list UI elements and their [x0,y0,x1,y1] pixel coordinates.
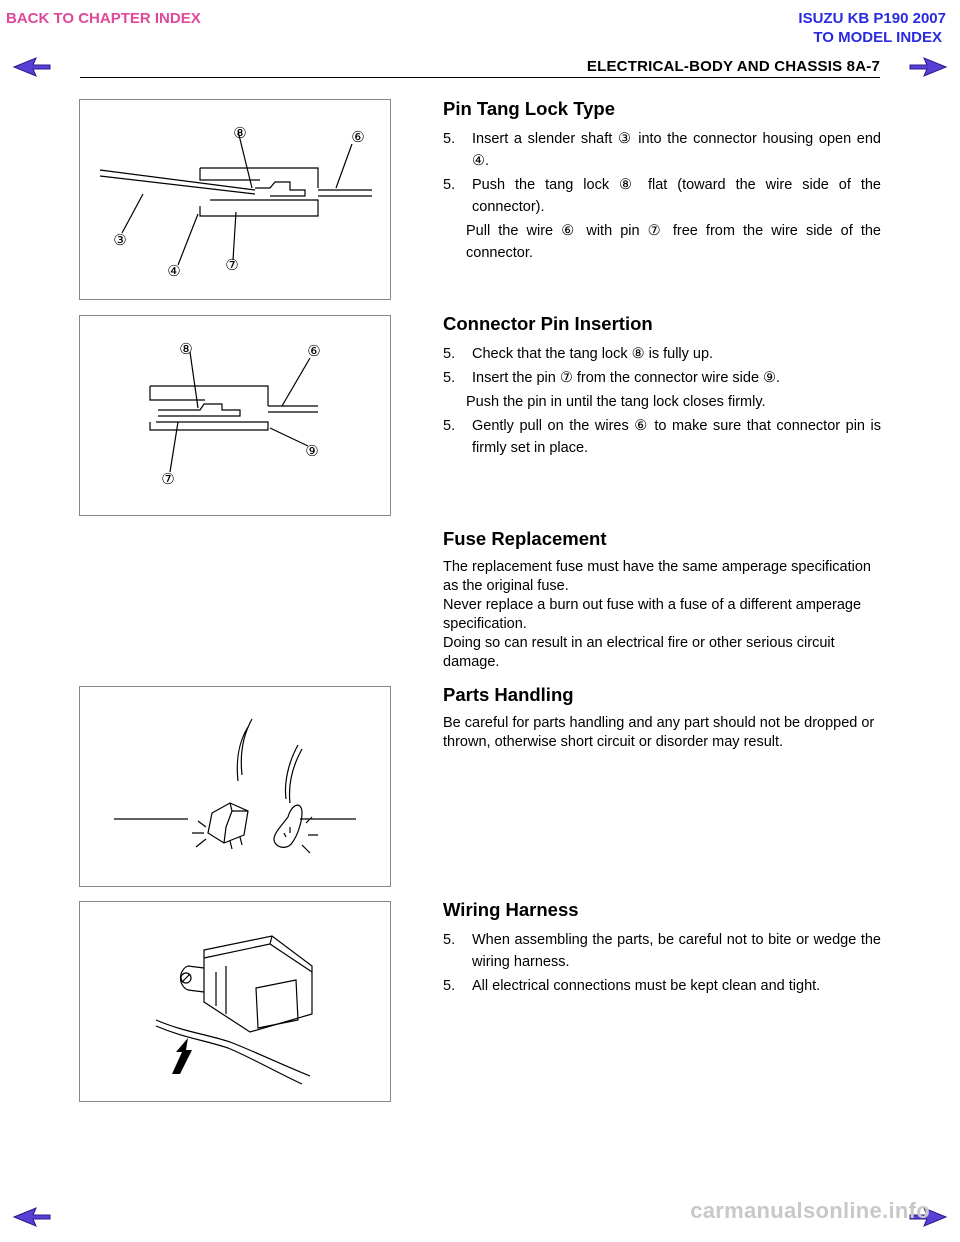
label-6: ⑥ [307,342,321,360]
step-item [443,367,881,389]
wiring-harness-diagram [80,902,390,1101]
step-number: 5. [443,370,456,386]
label-8: ⑧ [179,340,193,358]
section-title: Wiring Harness [443,899,579,920]
step-number: 5. [443,978,456,994]
step-text: Gently pull on the wires ⑥ to make sure that connector pin is firmly set in place. [472,418,881,456]
pin-tang-lock-diagram [80,100,390,299]
section-title: Fuse Replacement [443,528,607,549]
step-number: 5. [443,418,456,434]
step-text: Insert a slender shaft ③ into the connector housing open end ④. [472,131,881,169]
next-page-arrow-icon[interactable] [908,56,948,78]
back-to-chapter-index-link[interactable]: BACK TO CHAPTER INDEX [6,10,201,27]
prev-page-arrow-icon[interactable] [12,1206,52,1228]
step-note: Push the pin in until the tang lock closes firmly. [466,394,766,410]
parts-handling-diagram [80,687,390,886]
section-fuse-replacement [443,528,881,672]
page-header-title: ELECTRICAL-BODY AND CHASSIS 8A-7 [586,58,880,75]
section-wiring-harness [443,899,881,999]
paragraph: Be careful for parts handling and any part should not be dropped or thrown, otherwise short circuit or disorder may result. [443,715,875,750]
paragraph: The replacement fuse must have the same amperage specification as the original fuse. [443,559,871,594]
step-text: Check that the tang lock ⑧ is fully up. [472,346,714,362]
prev-page-arrow-icon[interactable] [12,56,52,78]
step-number: 5. [443,932,456,948]
step-note: Pull the wire ⑥ with pin ⑦ free from the wire side of the connector. [466,223,881,261]
label-3: ③ [113,231,127,249]
label-4: ④ [167,262,181,280]
step-item [443,929,881,973]
step-number: 5. [443,131,456,147]
step-item [443,975,881,997]
figure-parts-handling [79,686,391,887]
step-item [443,174,881,218]
section-parts-handling [443,684,881,752]
connector-pin-insertion-diagram [80,316,390,515]
section-pin-tang-lock [443,98,881,266]
step-number: 5. [443,177,456,193]
to-model-index-link[interactable]: TO MODEL INDEX [813,29,942,46]
watermark-text: carmanualsonline.info [690,1198,930,1223]
step-item [443,128,881,172]
header-rule [80,77,880,78]
paragraph: Doing so can result in an electrical fire or other serious circuit damage. [443,635,835,670]
section-title: Pin Tang Lock Type [443,98,616,119]
step-item [443,343,881,365]
label-8: ⑧ [233,124,247,142]
step-text: Insert the pin ⑦ from the connector wire side ⑨. [472,370,781,386]
paragraph: Never replace a burn out fuse with a fuse of a different amperage specification. [443,597,862,632]
model-title-link[interactable]: ISUZU KB P190 2007 [798,10,946,27]
step-text: All electrical connections must be kept clean and tight. [472,978,821,994]
label-7: ⑦ [161,470,175,488]
figure-pin-tang-lock [79,99,391,300]
step-item [443,415,881,459]
step-text: When assembling the parts, be careful not to bite or wedge the wiring harness. [472,932,881,970]
figure-connector-pin-insertion [79,315,391,516]
step-number: 5. [443,346,456,362]
figure-wiring-harness [79,901,391,1102]
label-6: ⑥ [351,128,365,146]
section-title: Connector Pin Insertion [443,313,653,334]
section-title: Parts Handling [443,684,574,705]
label-9: ⑨ [305,442,319,460]
step-text: Push the tang lock ⑧ flat (toward the wire side of the connector). [472,177,881,215]
label-7: ⑦ [225,256,239,274]
section-connector-pin-insertion [443,313,881,461]
